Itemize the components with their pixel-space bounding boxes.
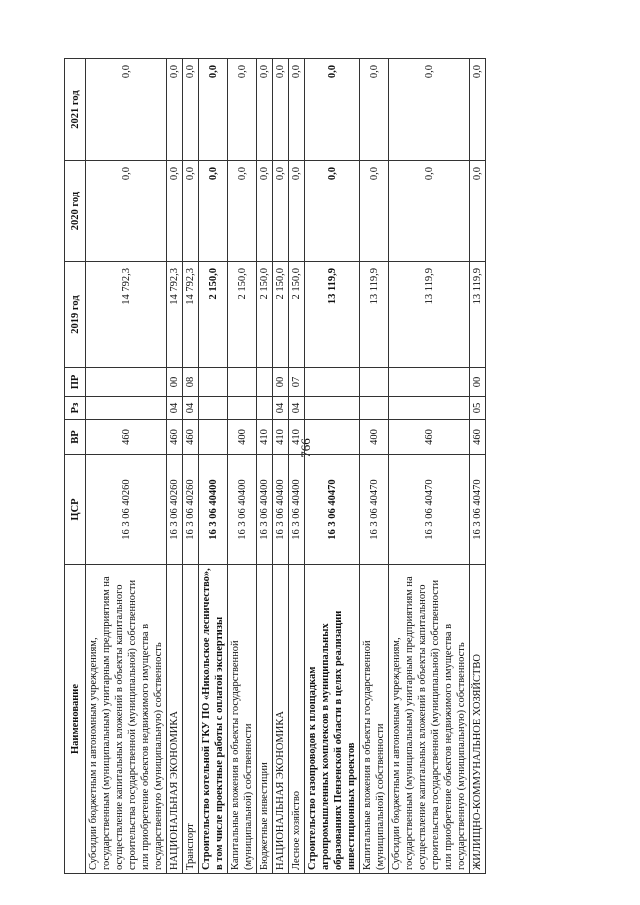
row-rz: 04 bbox=[273, 397, 289, 420]
row-2021-value: 0,0 bbox=[257, 59, 273, 161]
row-pr: 00 bbox=[273, 368, 289, 397]
row-csr: 16 3 06 40260 bbox=[86, 455, 167, 565]
row-vr: 400 bbox=[360, 420, 389, 455]
row-2020-value: 0,0 bbox=[86, 161, 167, 262]
row-pr: 08 bbox=[183, 368, 199, 397]
table-header-row bbox=[65, 59, 86, 874]
row-rz: 05 bbox=[470, 397, 486, 420]
row-2019-value: 2 150,0 bbox=[273, 262, 289, 368]
row-pr bbox=[228, 368, 257, 397]
row-2019-value: 2 150,0 bbox=[289, 262, 305, 368]
row-name: Лесное хозяйство bbox=[289, 565, 305, 874]
row-name: Капитальные вложения в объекты государственной (муниципальной) собственности bbox=[360, 565, 389, 874]
row-csr: 16 3 06 40400 bbox=[228, 455, 257, 565]
row-2021-value: 0,0 bbox=[183, 59, 199, 161]
table-row bbox=[199, 59, 228, 874]
row-2021-value: 0,0 bbox=[470, 59, 486, 161]
row-csr: 16 3 06 40260 bbox=[183, 455, 199, 565]
budget-table bbox=[64, 58, 486, 874]
row-name: Субсидии бюджетным и автономным учреждениям, государственным (муниципальным) унитарным предприятиям на осуществление капитальных вложений в объекты капитального строительства государственной (муниципальной) собственности или приобретение объектов недвижимого имущества в государственную (муниципальную) собственность bbox=[86, 565, 167, 874]
row-name: Строительство газопроводов к площадкам агропромышленных комплексов в муниципальных образованиях Пензенской области в целях реализации инвестиционных проектов bbox=[305, 565, 360, 874]
column-header: ВР bbox=[65, 420, 86, 455]
row-name: ЖИЛИЩНО-КОММУНАЛЬНОЕ ХОЗЯЙСТВО bbox=[470, 565, 486, 874]
row-2020-value: 0,0 bbox=[289, 161, 305, 262]
row-2021-value: 0,0 bbox=[167, 59, 183, 161]
row-2021-value: 0,0 bbox=[86, 59, 167, 161]
table-row bbox=[273, 59, 289, 874]
row-vr: 460 bbox=[470, 420, 486, 455]
row-pr bbox=[360, 368, 389, 397]
row-name: НАЦИОНАЛЬНАЯ ЭКОНОМИКА bbox=[167, 565, 183, 874]
row-pr bbox=[86, 368, 167, 397]
row-2021-value: 0,0 bbox=[360, 59, 389, 161]
row-2019-value: 14 792,3 bbox=[86, 262, 167, 368]
row-2019-value: 14 792,3 bbox=[167, 262, 183, 368]
row-rz bbox=[199, 397, 228, 420]
row-pr bbox=[389, 368, 470, 397]
row-2019-value: 14 792,3 bbox=[183, 262, 199, 368]
table-row bbox=[289, 59, 305, 874]
row-name: Бюджетные инвестиции bbox=[257, 565, 273, 874]
row-name: Строительство котельной ГКУ ПО «Никольское лесничество», в том числе проектные работы с оплатой экспертизы bbox=[199, 565, 228, 874]
row-csr: 16 3 06 40260 bbox=[167, 455, 183, 565]
row-2020-value: 0,0 bbox=[389, 161, 470, 262]
row-rz: 04 bbox=[167, 397, 183, 420]
row-2020-value: 0,0 bbox=[199, 161, 228, 262]
row-2019-value: 2 150,0 bbox=[199, 262, 228, 368]
row-vr: 460 bbox=[86, 420, 167, 455]
row-2020-value: 0,0 bbox=[257, 161, 273, 262]
table-row bbox=[360, 59, 389, 874]
row-pr bbox=[257, 368, 273, 397]
column-header: Рз bbox=[65, 397, 86, 420]
row-2019-value: 13 119,9 bbox=[389, 262, 470, 368]
row-rz bbox=[228, 397, 257, 420]
row-2021-value: 0,0 bbox=[228, 59, 257, 161]
row-csr: 16 3 06 40400 bbox=[273, 455, 289, 565]
row-pr: 00 bbox=[470, 368, 486, 397]
rotated-page bbox=[64, 59, 591, 874]
table-row bbox=[257, 59, 273, 874]
row-pr: 00 bbox=[167, 368, 183, 397]
column-header: ЦСР bbox=[65, 455, 86, 565]
row-vr bbox=[199, 420, 228, 455]
page-number: 766 bbox=[297, 438, 313, 458]
row-rz bbox=[360, 397, 389, 420]
row-2019-value: 2 150,0 bbox=[228, 262, 257, 368]
row-vr: 410 bbox=[289, 420, 305, 455]
table-row bbox=[470, 59, 486, 874]
table-row bbox=[167, 59, 183, 874]
row-2019-value: 2 150,0 bbox=[257, 262, 273, 368]
row-rz bbox=[305, 397, 360, 420]
row-2020-value: 0,0 bbox=[470, 161, 486, 262]
row-2019-value: 13 119,9 bbox=[305, 262, 360, 368]
row-csr: 16 3 06 40400 bbox=[199, 455, 228, 565]
table-row bbox=[389, 59, 470, 874]
row-2021-value: 0,0 bbox=[289, 59, 305, 161]
row-vr: 460 bbox=[183, 420, 199, 455]
table-row bbox=[183, 59, 199, 874]
row-2020-value: 0,0 bbox=[360, 161, 389, 262]
row-rz bbox=[257, 397, 273, 420]
column-header: 2019 год bbox=[65, 262, 86, 368]
row-csr: 16 3 06 40470 bbox=[389, 455, 470, 565]
row-csr: 16 3 06 40400 bbox=[257, 455, 273, 565]
row-2020-value: 0,0 bbox=[305, 161, 360, 262]
row-2020-value: 0,0 bbox=[167, 161, 183, 262]
row-2019-value: 13 119,9 bbox=[470, 262, 486, 368]
row-vr: 400 bbox=[228, 420, 257, 455]
row-csr: 16 3 06 40470 bbox=[470, 455, 486, 565]
table-container bbox=[64, 59, 591, 874]
row-pr bbox=[305, 368, 360, 397]
table-row bbox=[228, 59, 257, 874]
row-name: Транспорт bbox=[183, 565, 199, 874]
column-header: Наименование bbox=[65, 565, 86, 874]
row-csr: 16 3 06 40470 bbox=[305, 455, 360, 565]
row-2021-value: 0,0 bbox=[199, 59, 228, 161]
row-csr: 16 3 06 40400 bbox=[289, 455, 305, 565]
row-2021-value: 0,0 bbox=[273, 59, 289, 161]
row-rz bbox=[86, 397, 167, 420]
row-name: Капитальные вложения в объекты государственной (муниципальной) собственности bbox=[228, 565, 257, 874]
row-2021-value: 0,0 bbox=[389, 59, 470, 161]
row-vr: 460 bbox=[389, 420, 470, 455]
column-header: ПР bbox=[65, 368, 86, 397]
table-row bbox=[86, 59, 167, 874]
row-name: Субсидии бюджетным и автономным учреждениям, государственным (муниципальным) унитарным предприятиям на осуществление капитальных вложений в объекты капитального строительства государственной (муниципальной) собственности или приобретение объектов недвижимого имущества в государственную (муниципальную) собственность bbox=[389, 565, 470, 874]
row-csr: 16 3 06 40470 bbox=[360, 455, 389, 565]
row-2021-value: 0,0 bbox=[305, 59, 360, 161]
column-header: 2021 год bbox=[65, 59, 86, 161]
row-vr: 410 bbox=[257, 420, 273, 455]
column-header: 2020 год bbox=[65, 161, 86, 262]
row-rz bbox=[389, 397, 470, 420]
row-2020-value: 0,0 bbox=[228, 161, 257, 262]
row-name: НАЦИОНАЛЬНАЯ ЭКОНОМИКА bbox=[273, 565, 289, 874]
row-pr: 07 bbox=[289, 368, 305, 397]
row-rz: 04 bbox=[289, 397, 305, 420]
row-pr bbox=[199, 368, 228, 397]
row-2020-value: 0,0 bbox=[273, 161, 289, 262]
row-rz: 04 bbox=[183, 397, 199, 420]
row-2019-value: 13 119,9 bbox=[360, 262, 389, 368]
row-vr: 460 bbox=[167, 420, 183, 455]
row-vr: 410 bbox=[273, 420, 289, 455]
row-vr bbox=[305, 420, 360, 455]
table-row bbox=[305, 59, 360, 874]
row-2020-value: 0,0 bbox=[183, 161, 199, 262]
